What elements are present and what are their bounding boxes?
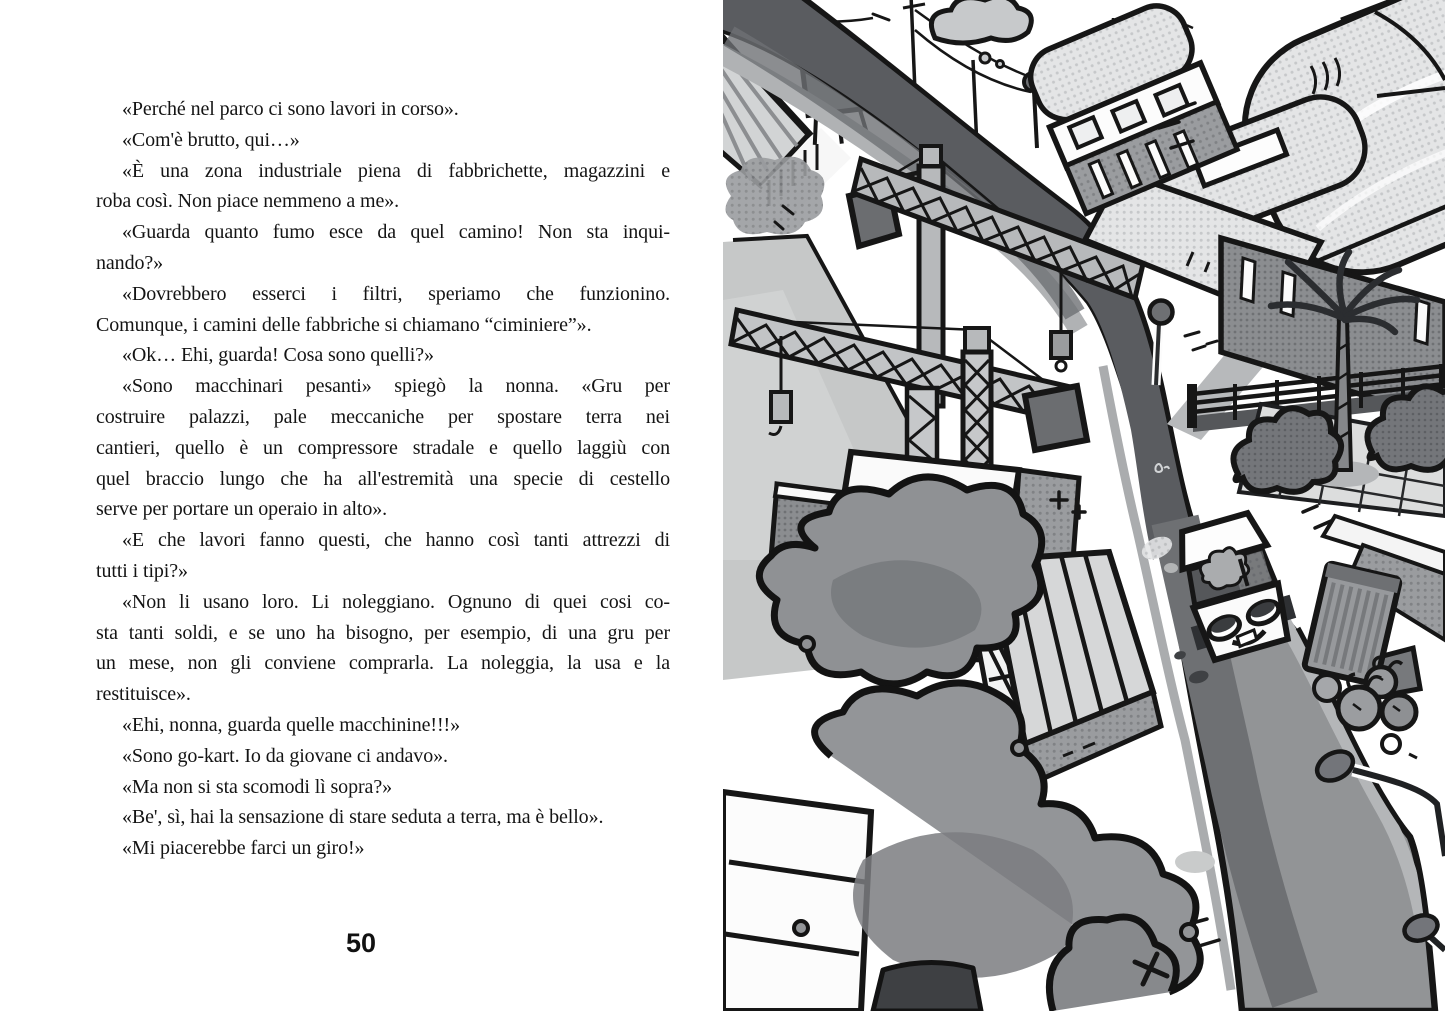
text-line: tutti i tipi?» bbox=[96, 559, 188, 582]
text-line: sta tanti soldi, e se uno ha bisogno, per esempio, di una gru per bbox=[96, 621, 670, 644]
text-line: «Be', sì, hai la sensazione di stare seduta a terra, ma è bello». bbox=[122, 806, 604, 829]
text-line: Comunque, i camini delle fabbriche si chiamano “ciminiere”». bbox=[96, 313, 592, 336]
text-line: restituisce». bbox=[96, 683, 191, 706]
text-line: «Ma non si sta scomodi lì sopra?» bbox=[122, 775, 393, 798]
text-line: «E che lavori fanno questi, che hanno così tanti attrezzi di bbox=[122, 529, 670, 552]
text-line: «Non li usano loro. Li noleggiano. Ognuno di quei cosi co- bbox=[122, 590, 670, 613]
text-line: «Com'è brutto, qui…» bbox=[122, 128, 300, 151]
page-number: 50 bbox=[345, 928, 377, 958]
text-line: «Ok… Ehi, guarda! Cosa sono quelli?» bbox=[122, 344, 434, 367]
text-line: «Mi piacerebbe farci un giro!» bbox=[122, 837, 365, 860]
text-line: «Sono macchinari pesanti» spiegò la nonna. «Gru per bbox=[122, 375, 670, 398]
text-line: «Ehi, nonna, guarda quelle macchinine!!!» bbox=[122, 713, 460, 736]
text-line: «Dovrebbero esserci i filtri, speriamo che funzionino. bbox=[122, 282, 670, 305]
text-line: «Perché nel parco ci sono lavori in corso». bbox=[122, 98, 459, 120]
text-line: un mese, non gli conviene comprarla. La noleggia, la usa e la bbox=[96, 652, 670, 675]
right-page bbox=[723, 0, 1445, 1011]
text-line: cantieri, quello è un compressore stradale e quello laggiù con bbox=[96, 436, 670, 459]
text-line: quel braccio lungo che ha all'estremità una specie di cestello bbox=[96, 467, 670, 490]
text-line: costruire palazzi, pale meccaniche per spostare terra nei bbox=[96, 405, 670, 428]
text-line: «Sono go-kart. Io da giovane ci andavo». bbox=[122, 744, 448, 767]
text-line: «Guarda quanto fumo esce da quel camino! Non sta inqui- bbox=[122, 221, 670, 244]
text-line: roba così. Non piace nemmeno a me». bbox=[96, 190, 400, 213]
text-line: nando?» bbox=[96, 251, 164, 274]
white-flat-roof-building bbox=[723, 792, 871, 1011]
text-line: «È una zona industriale piena di fabbrichette, magazzini e bbox=[122, 159, 670, 182]
construction-site-illustration bbox=[723, 0, 1445, 1011]
left-page bbox=[0, 0, 722, 1011]
text-line: serve per portare un operaio in alto». bbox=[96, 498, 388, 521]
page-text bbox=[96, 94, 670, 864]
